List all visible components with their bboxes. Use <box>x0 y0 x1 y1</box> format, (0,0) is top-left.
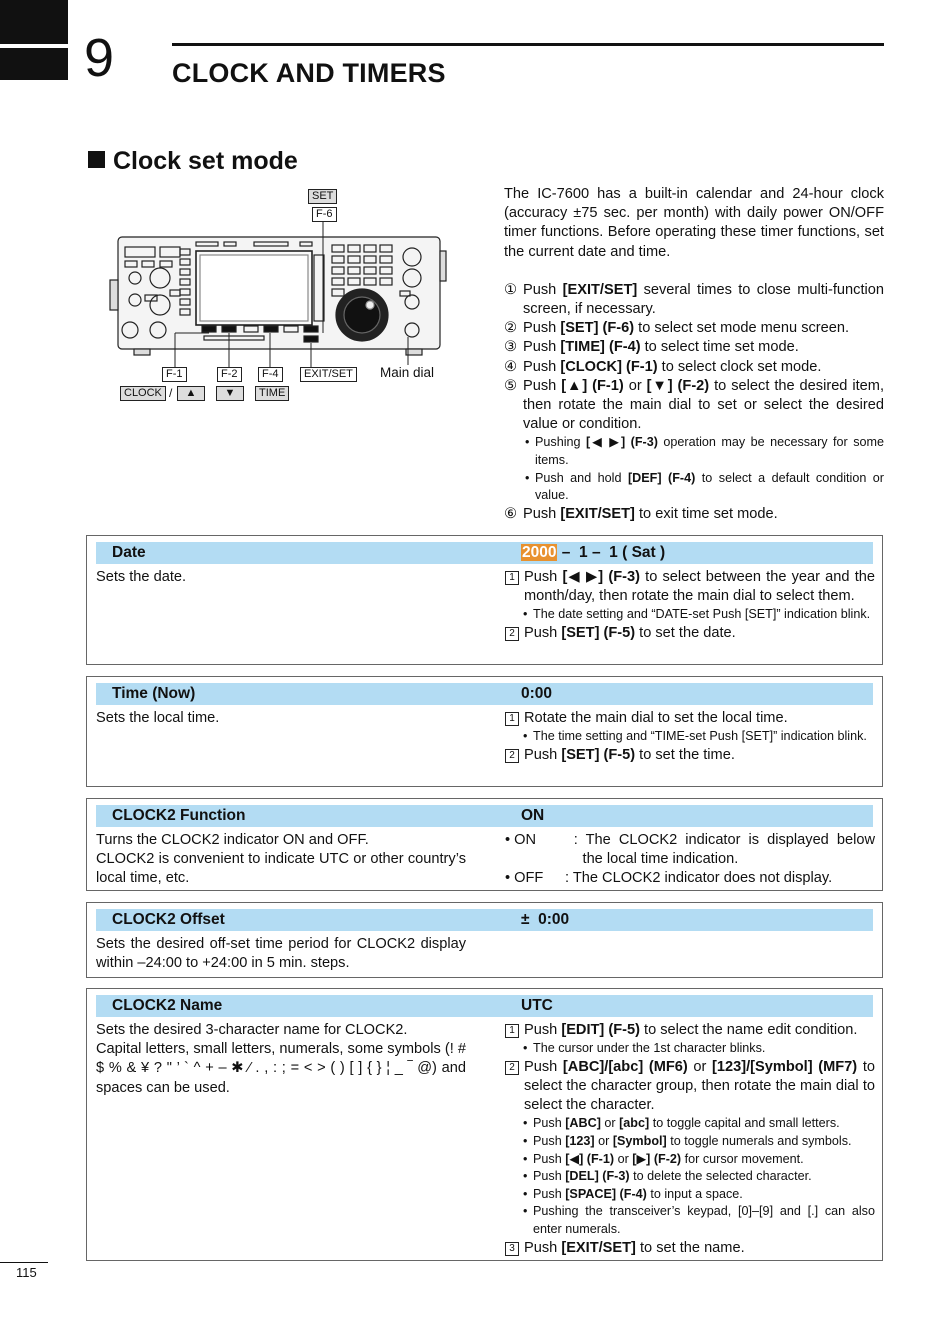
page-number: 115 <box>16 1265 37 1280</box>
date-steps: 1 Push [◀ ▶] (F-3) to select between the year and the month/day, then rotate the main dial to select them. • The date setting and “DATE-set Push [SET]” indication blink. 2 Push [SET] (F-5) to set the date. <box>505 568 875 643</box>
clock2-function-label: CLOCK2 Function <box>112 807 246 824</box>
intro-steps <box>504 281 884 524</box>
time-header-bar <box>96 683 873 705</box>
f2-key-label: F-2 <box>217 367 242 382</box>
step-2 <box>504 319 884 338</box>
time-value: 0:00 <box>521 685 553 702</box>
time-panel <box>86 676 883 787</box>
chapter-tab-top <box>0 0 68 44</box>
name-bullet: • Push [◀] (F-1) or [▶] (F-2) for cursor movement. <box>523 1151 804 1166</box>
name-bullet: • Push [ABC] or [abc] to toggle capital and small letters. <box>523 1116 840 1131</box>
main-dial-label: Main dial <box>380 365 435 380</box>
clock2-offset-panel <box>86 902 883 978</box>
step-text: Push [CLOCK] (F-1) to select clock set mode. <box>523 358 822 375</box>
step-number: ② <box>504 320 518 337</box>
step-number: ③ <box>504 339 518 356</box>
name-bullet: • The cursor under the 1st character blinks. <box>523 1041 766 1056</box>
step-1 <box>504 281 884 319</box>
time-description: Sets the local time. <box>96 710 220 726</box>
step-6 <box>504 505 884 524</box>
section-title-text: Clock set mode <box>113 147 298 175</box>
time-steps: 1 Rotate the main dial to set the local time. • The time setting and “TIME-set Push [SET]” indication blink. 2 Push [SET] (F-5) to set the time. <box>505 709 875 765</box>
clock2-function-description: Turns the CLOCK2 indicator ON and OFF. CLOCK2 is convenient to indicate UTC or other country’s local time, etc. <box>96 832 466 887</box>
chapter-tab-bottom <box>0 48 68 80</box>
date-label: Date <box>112 544 146 561</box>
time-label: Time (Now) <box>112 685 196 702</box>
step-text: Push [▲] (F-1) or [▼] (F-2) to select the desired item, then rotate the main dial to set or select the desired value or condition. <box>523 377 884 433</box>
section-title <box>88 144 298 178</box>
square-bullet-icon <box>88 151 105 168</box>
chapter-number: 9 <box>84 28 115 88</box>
intro-text <box>504 185 884 524</box>
option-on: • ON : The CLOCK2 indicator is displayed below the local time indication. <box>505 832 875 868</box>
date-description: Sets the date. <box>96 569 187 585</box>
date-value: 2000 – 1 – 1 ( Sat ) <box>522 544 666 561</box>
radio-front-panel-diagram <box>100 185 460 410</box>
clock2-function-header-bar <box>96 805 873 827</box>
option-off: • OFF : The CLOCK2 indicator does not display. <box>505 870 833 887</box>
up-arrow-icon: ▲ <box>177 386 205 401</box>
step-text: Push [TIME] (F-4) to select time set mode. <box>523 339 799 356</box>
clock2-function-value: ON <box>521 807 545 824</box>
chapter-title: CLOCK AND TIMERS <box>172 58 446 88</box>
down-arrow-icon: ▼ <box>216 386 244 401</box>
step-4 <box>504 358 884 377</box>
date-panel <box>86 535 883 665</box>
header-rule <box>172 43 884 46</box>
clock2-function-options <box>505 831 875 889</box>
clock2-name-value: UTC <box>521 997 553 1014</box>
f6-key-label: F-6 <box>312 207 337 222</box>
clock2-offset-description: Sets the desired off-set time period for CLOCK2 display within –24:00 to +24:00 in 5 min. steps. <box>96 936 466 972</box>
exitset-key-label: EXIT/SET <box>300 367 357 382</box>
clock2-name-panel <box>86 988 883 1261</box>
clock2-offset-value: ± 0:00 <box>521 911 570 928</box>
step-5 <box>504 377 884 435</box>
step-text: Push [EXIT/SET] to exit time set mode. <box>523 505 778 522</box>
clock2-offset-header-bar <box>96 909 873 931</box>
set-key-label: SET <box>308 189 337 204</box>
name-bullet: • Pushing the transceiver’s keypad, [0]–[9] and [.] can also enter numerals. <box>523 1204 875 1236</box>
intro-bullet: • Push and hold [DEF] (F-4) to select a default condition or value. <box>525 470 885 503</box>
step-number: ④ <box>504 358 518 375</box>
clock-key-label: CLOCK <box>120 386 166 401</box>
step-text: Push [EXIT/SET] several times to close multi-function screen, if necessary. <box>523 281 884 318</box>
clock2-name-steps: 1 Push [EDIT] (F-5) to select the name edit condition. • The cursor under the 1st character blinks. 2 Push [ABC]/[abc] (MF6) or [123]/[Symbol] (MF7) to select the character group, then rotate the main dial to select the character. • Push [ABC] or [abc] to toggle capital and small letters. • Push [123] or [Symbol] to toggle numerals and symbols. • Push [◀] (F-1) or [▶] (F-2) for cursor movement. • Push [DEL] (F-3) to delete the selected character. • Push [SPACE] (F-4) to input a space. • Pushing the transceiver’s keypad, [0]–[9] and [.] can also enter numerals. 3 Push [EXIT/SET] to set the name. <box>505 1021 875 1258</box>
step-number: ⑥ <box>504 505 518 522</box>
clock2-name-label: CLOCK2 Name <box>112 997 223 1014</box>
clock2-name-description: Sets the desired 3-character name for CLOCK2. Capital letters, small letters, numerals, some symbols (! # $ % & ¥ ? " ’ ` ^ + – ✱ ⁄ . , : ; = < > ( ) [ ] { } ¦ _ ‾ @) and spaces can be used. <box>96 1022 466 1096</box>
time-bullet: • The time setting and “TIME-set Push [SET]” indication blink. <box>523 729 867 744</box>
intro-paragraph: The IC-7600 has a built-in calendar and 24-hour clock (accuracy ±75 sec. per month) with daily power ON/OFF timer functions. Before operating these timer functions, set the current date and time. <box>504 186 884 260</box>
name-bullet: • Push [SPACE] (F-4) to input a space. <box>523 1186 743 1201</box>
name-bullet: • Push [123] or [Symbol] to toggle numerals and symbols. <box>523 1134 852 1148</box>
intro-bullet: • Pushing [◀ ▶] (F-3) operation may be necessary for some items. <box>525 435 885 468</box>
step-number: ⑤ <box>504 377 518 394</box>
f1-key-label: F-1 <box>162 367 187 382</box>
clock2-offset-label: CLOCK2 Offset <box>112 911 225 928</box>
date-year-highlight: 2000 <box>522 544 557 561</box>
slash-label: / <box>169 386 173 400</box>
date-header-bar <box>96 542 873 564</box>
date-bullet: • The date setting and “DATE-set Push [SET]” indication blink. <box>523 607 871 622</box>
step-text: Push [SET] (F-6) to select set mode menu screen. <box>523 320 850 337</box>
clock2-name-header-bar <box>96 995 873 1017</box>
name-bullet: • Push [DEL] (F-3) to delete the selected character. <box>523 1169 812 1184</box>
f4-key-label: F-4 <box>258 367 283 382</box>
time-key-label: TIME <box>255 386 289 401</box>
step-3 <box>504 338 884 357</box>
page-number-rule <box>0 1262 48 1263</box>
clock2-function-panel <box>86 798 883 891</box>
step-number: ① <box>504 281 518 298</box>
